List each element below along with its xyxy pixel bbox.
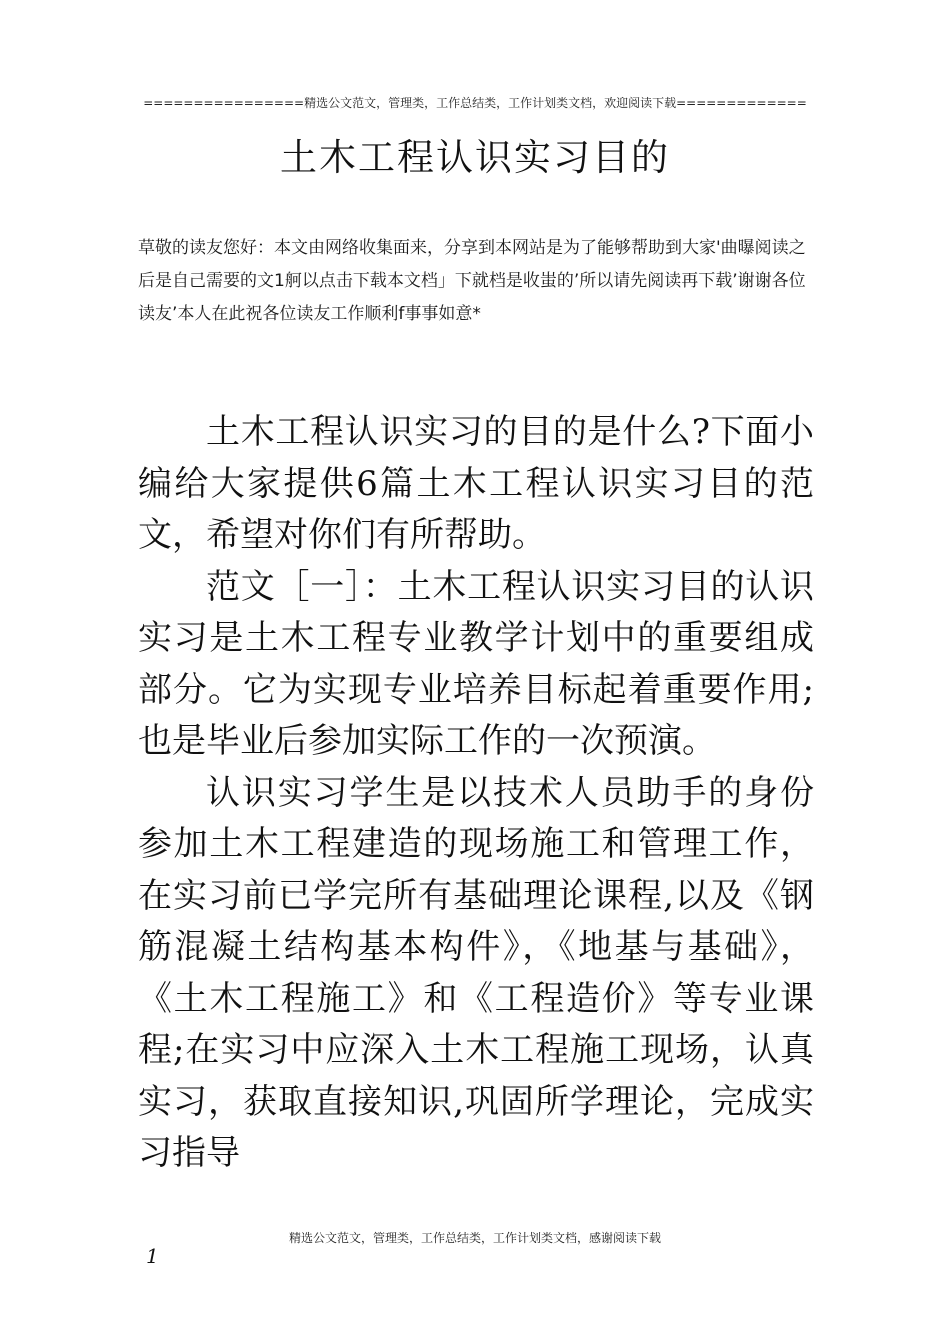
paragraph-intro: 土木工程认识实习的目的是什么?下面小编给大家提供6篇土木工程认识实习目的范文，希望对你们有所帮助。 [138, 412, 814, 555]
page-number: 1 [146, 1244, 159, 1268]
paragraph-internship-description: 认识实习学生是以技术人员助手的身份参加土木工程建造的现场施工和管理工作，在实习前已学完所有基础理论课程,以及《钢筋混凝土结构基本构件》，《地基与基础》，《土木工程施工》和《工程造价》等专业课程;在实习中应深入土木工程施工现场，认真实习，获取直接知识,巩固所学理论，完成实习指导 [138, 772, 814, 1173]
page-header: ================精选公文范文，管理类，工作总结类，工作计划类文档，欢迎阅读下载============= [143, 96, 807, 110]
page-footer: 精选公文范文，管理类，工作总结类，工作计划类文档，感谢阅读下载 [288, 1231, 661, 1245]
reader-notice: 草敬的读友您好：本文由网络收集面来，分享到本网站是为了能够帮助到大家'曲曝阅读之后是自己需要的文1舸以点击下载本文档」下就档是收蚩的’所以请先阅读再下载’谢谢各位读友’本人在此祝各位读友工作顺利f事事如意* [138, 238, 806, 324]
document-title: 土木工程认识实习目的 [280, 136, 670, 179]
paragraph-sample-one: 范文［一］：土木工程认识实习目的认识实习是土木工程专业教学计划中的重要组成部分。它为实现专业培养目标起着重要作用;也是毕业后参加实际工作的一次预演。 [138, 566, 814, 761]
document-body [138, 407, 814, 1180]
